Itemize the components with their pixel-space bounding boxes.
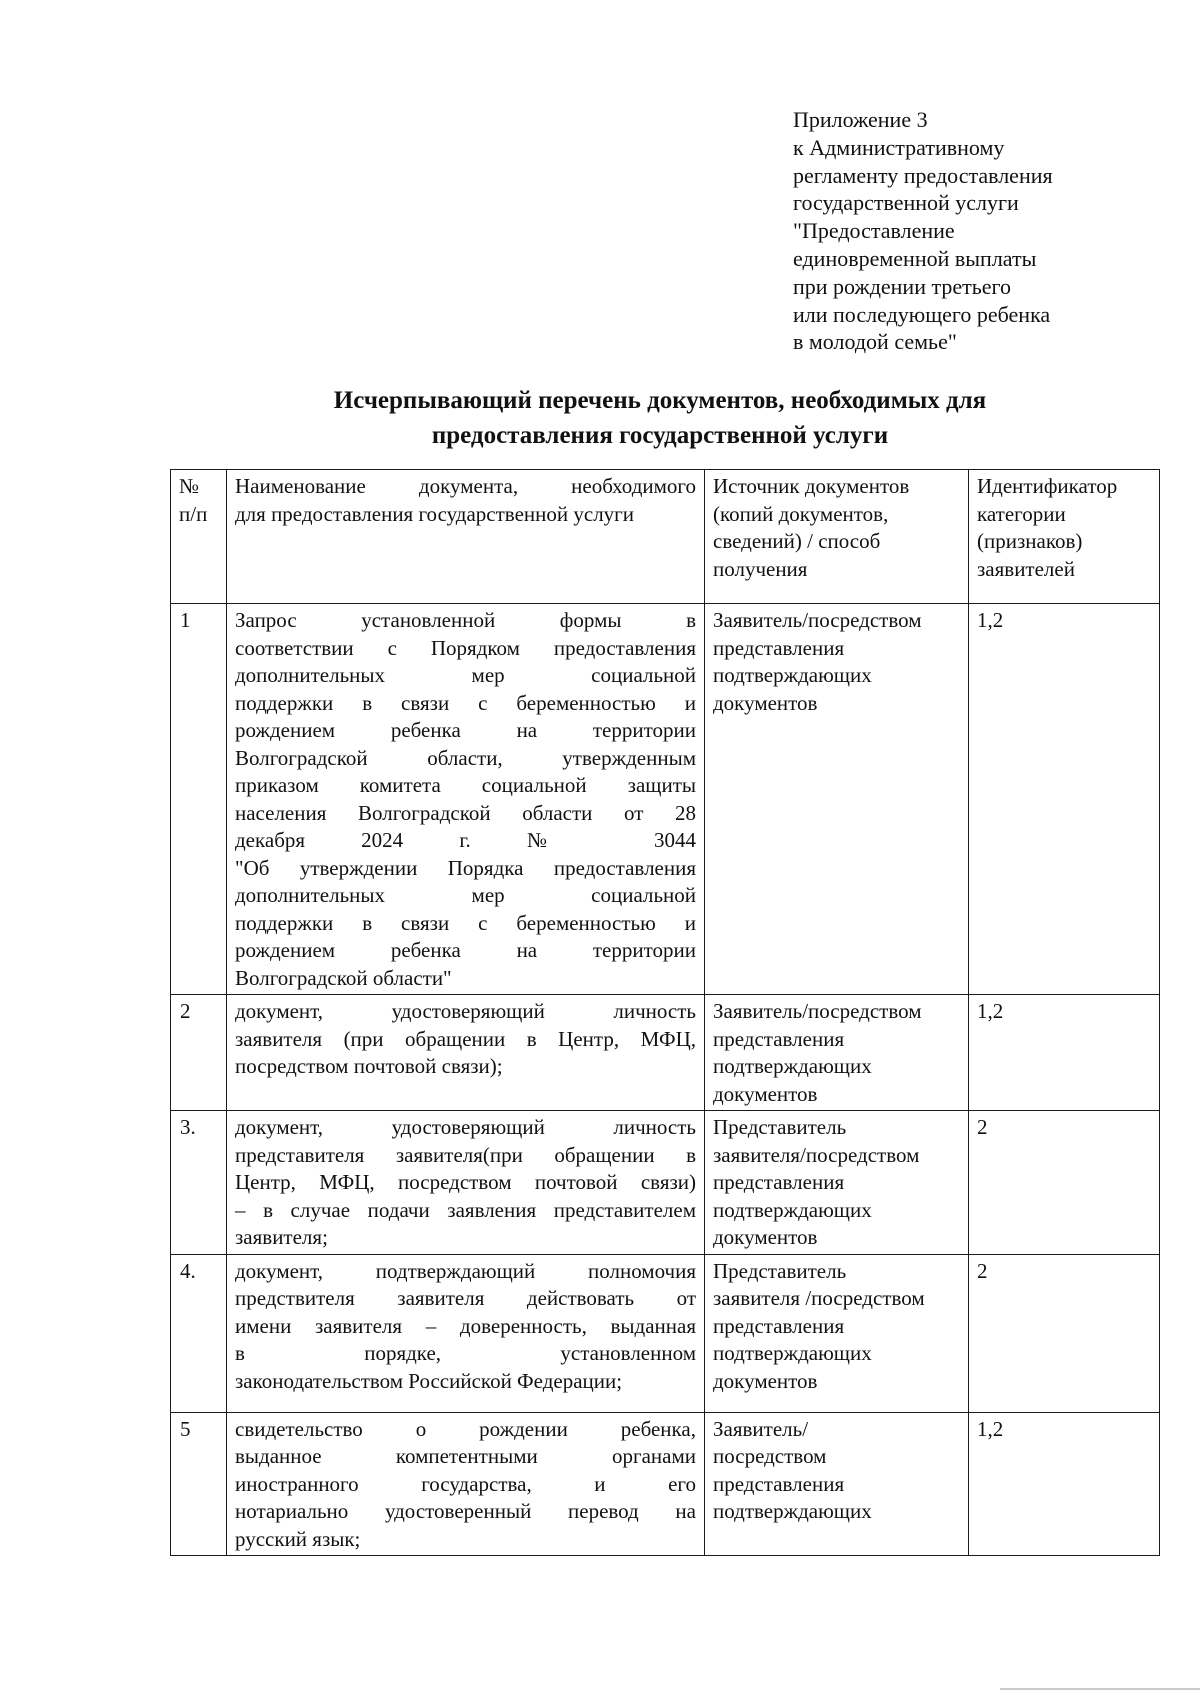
table-row [171,1111,1160,1255]
row-name-cell [227,1111,705,1255]
appendix-line: в молодой семье" [793,329,957,355]
row-name-line: рождением ребенка на территории [235,938,696,962]
row-source-line: заявителя /посредством [713,1286,925,1310]
header-id-line: заявителей [977,556,1075,581]
row-name-line: документ, удостоверяющий личность [235,1115,696,1139]
row-name-cell [227,604,705,995]
row-name-cell [227,1412,705,1556]
row-name-line: документ, подтверждающий полномочия [235,1258,696,1283]
row-source-line: подтверждающих [713,1341,872,1365]
table-row [171,1412,1160,1556]
row-source-cell [705,604,969,995]
table-row [171,604,1160,995]
row-id: 2 [969,1111,1160,1255]
appendix-line: или последующего ребенка [793,301,1051,327]
header-num-line: п/п [179,501,208,526]
row-name-line: имени заявителя – доверенность, выданная [235,1313,696,1338]
header-name-cell [227,470,705,604]
row-name-line: Запрос установленной формы в [235,608,696,632]
row-source-line: подтверждающих [713,663,872,687]
table-row [171,1254,1160,1412]
header-source-line: сведений) / способ [713,529,881,553]
header-id-line: (признаков) [977,529,1083,553]
row-name-line: декабря 2024 г. № 3044 [235,828,696,852]
row-source-line: представления [713,635,845,660]
appendix-line: при рождении третьего [793,273,1012,299]
row-name-line: "Об утверждении Порядка предоставления [235,855,696,880]
row-source-line: Представитель [713,1258,847,1283]
row-source-line: Заявитель/ [713,1416,809,1441]
row-name-line: документ, удостоверяющий личность [235,999,696,1023]
row-num: 5 [171,1412,227,1556]
row-name-line: дополнительных мер социальной [235,883,696,907]
row-source-line: представления [713,1170,845,1194]
row-source-line: представления [713,1313,845,1338]
row-source-line: представления [713,1026,845,1051]
row-source-cell [705,1412,969,1556]
header-name-line: Наименование документа, необходимого [235,474,696,498]
header-source-line: Источник документов [713,474,910,498]
row-id: 1,2 [969,995,1160,1111]
row-source-line: подтверждающих [713,1197,872,1222]
row-name-line: представителя заявителя(при обращении в [235,1142,696,1167]
title-line-1: Исчерпывающий перечень документов, необходимых для [333,387,987,414]
row-source-cell [705,1254,969,1412]
row-source-line: Заявитель/посредством [713,999,922,1023]
row-name-cell [227,1254,705,1412]
row-source-line: документов [713,1081,818,1106]
appendix-block [793,106,1193,356]
row-name-line: населения Волгоградской области от 28 [235,800,696,825]
row-source-line: представления [713,1471,845,1496]
row-name-line: соответствии с Порядком предоставления [235,635,696,660]
header-id-line: категории [977,501,1066,526]
header-source-line: получения [713,556,808,581]
row-name-line: законодательством Российской Федерации; [235,1368,623,1393]
row-name-line: нотариально удостоверенный перевод на [235,1499,696,1523]
row-num: 4. [171,1254,227,1412]
appendix-line: государственной услуги [793,190,1019,216]
row-name-line: Центр, МФЦ, посредством почтовой связи) [235,1170,696,1194]
row-source-line: документов [713,1225,818,1249]
header-num-cell [171,470,227,604]
document-title [160,383,1160,453]
appendix-line: Приложение 3 [793,107,928,132]
row-source-line: заявителя/посредством [713,1142,920,1167]
header-id-cell [969,470,1160,604]
header-source-line: (копий документов, [713,501,889,526]
table-row [171,995,1160,1111]
appendix-line: регламенту предоставления [793,162,1053,188]
header-id-line: Идентификатор [977,474,1118,498]
appendix-line: "Предоставление [793,218,955,244]
row-name-line: поддержки в связи с беременностью и [235,690,696,715]
row-id: 1,2 [969,1412,1160,1556]
row-name-line: посредством почтовой связи); [235,1054,503,1078]
header-num-line: № [179,474,200,498]
row-name-line: в порядке, установленном [235,1341,696,1365]
appendix-line: к Административному [793,134,1005,160]
row-source-line: документов [713,1368,818,1393]
row-num: 2 [171,995,227,1111]
row-name-line: заявителя (при обращении в Центр, МФЦ, [235,1026,696,1051]
title-line-2: предоставления государственной услуги [431,422,889,449]
row-source-line: Представитель [713,1115,847,1139]
header-name-line: для предоставления государственной услуги [235,501,635,526]
row-source-line: подтверждающих [713,1499,872,1523]
row-name-line: Волгоградской области" [235,965,452,990]
row-name-line: приказом комитета социальной защиты [235,773,696,797]
row-name-cell [227,995,705,1111]
row-name-line: рождением ребенка на территории [235,718,696,742]
row-name-line: заявителя; [235,1225,328,1249]
row-name-line: русский язык; [235,1526,361,1551]
row-name-line: дополнительных мер социальной [235,663,696,687]
row-source-line: Заявитель/посредством [713,608,922,632]
appendix-line: единовременной выплаты [793,245,1037,271]
row-id: 1,2 [969,604,1160,995]
row-num: 1 [171,604,227,995]
row-name-line: выданное компетентными органами [235,1444,696,1468]
row-id: 2 [969,1254,1160,1412]
row-source-cell [705,995,969,1111]
row-name-line: предствителя заявителя действовать от [235,1286,696,1310]
row-source-cell [705,1111,969,1255]
row-name-line: – в случае подачи заявления представителем [235,1197,696,1222]
row-source-line: посредством [713,1444,827,1468]
table-header-row [171,470,1160,604]
row-name-line: поддержки в связи с беременностью и [235,910,696,935]
row-name-line: Волгоградской области, утвержденным [235,745,696,770]
row-source-line: подтверждающих [713,1054,872,1078]
row-source-line: документов [713,690,818,715]
row-name-line: иностранного государства, и его [235,1471,696,1496]
header-source-cell [705,470,969,604]
row-name-line: свидетельство о рождении ребенка, [235,1416,696,1441]
documents-table [170,469,1160,1556]
scan-edge-mark [1000,1688,1200,1690]
row-num: 3. [171,1111,227,1255]
